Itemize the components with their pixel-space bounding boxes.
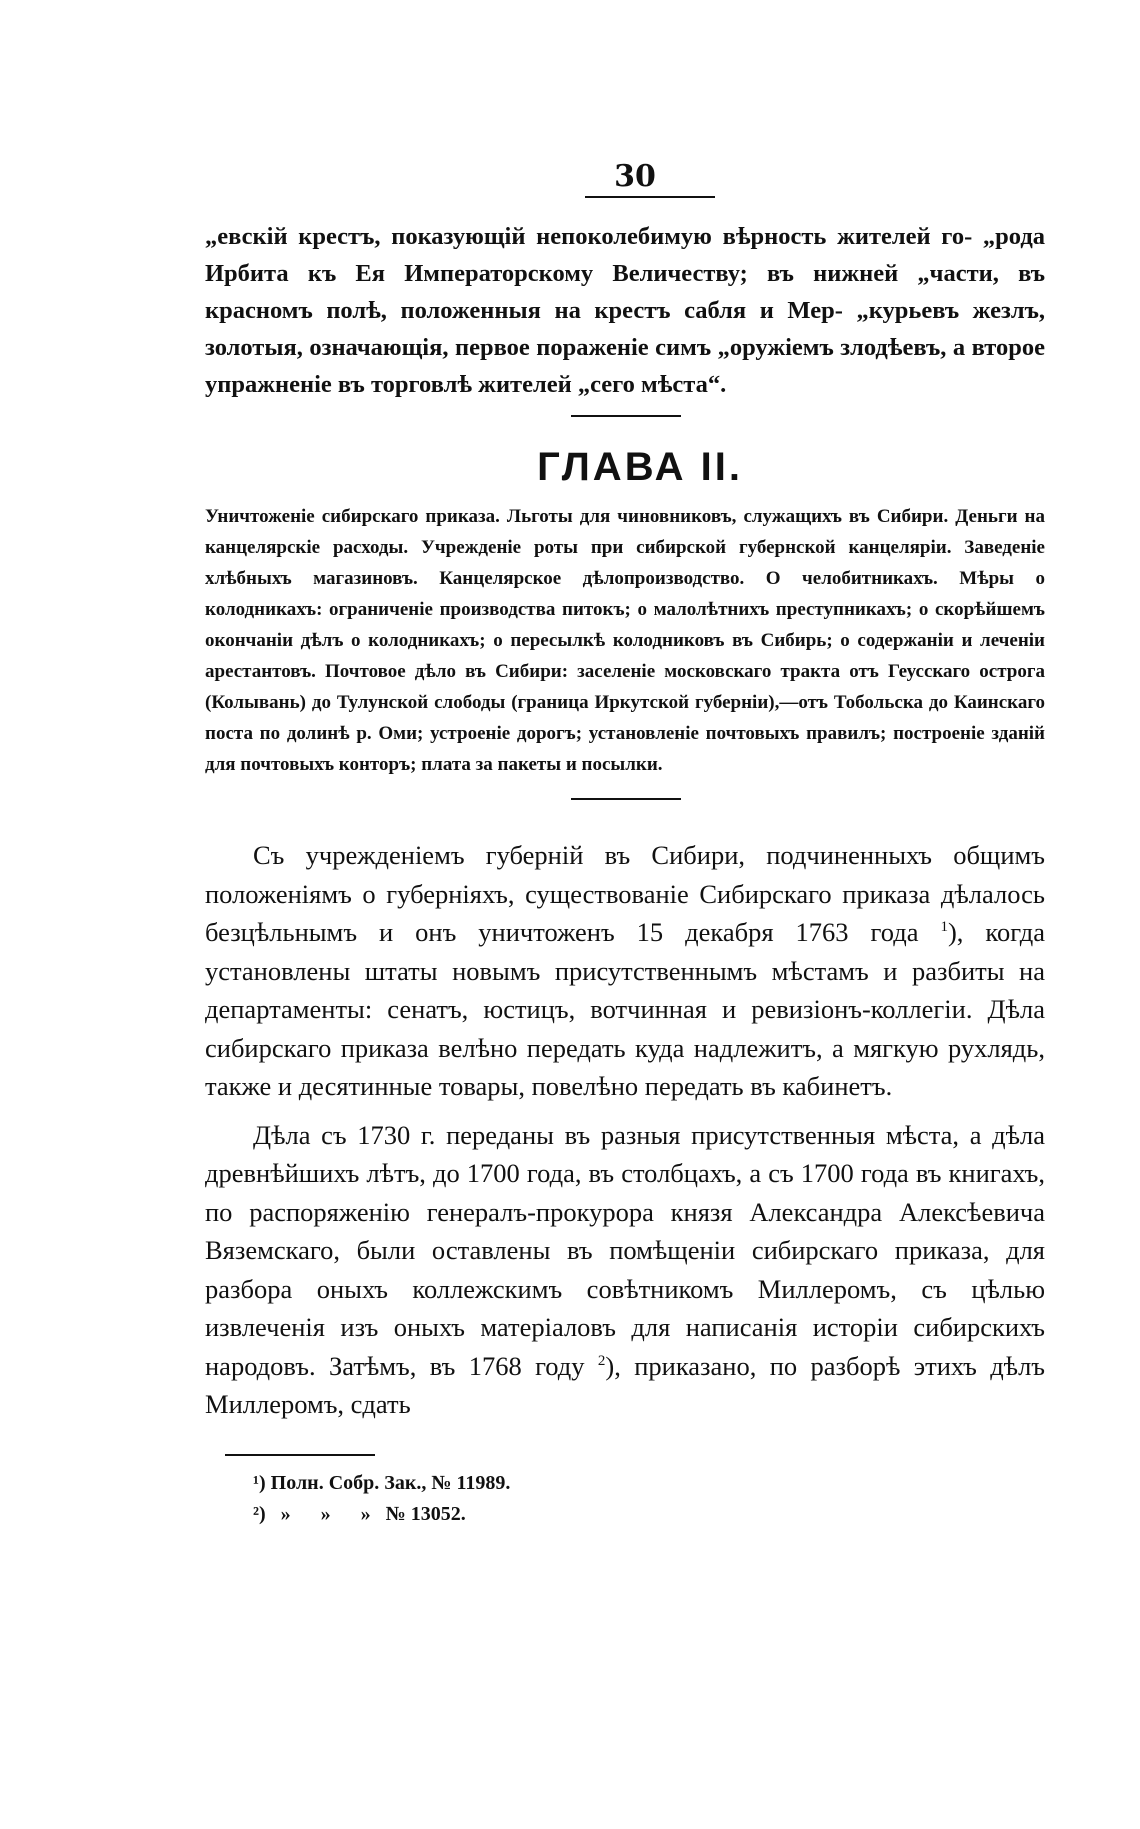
body-paragraph-1 bbox=[205, 836, 1045, 1106]
body-paragraph-2 bbox=[205, 1116, 1045, 1424]
continued-quote-paragraph: „евскій крестъ, показующій непоколебимую вѣрность жителей го- „рода Ирбита къ Ея Императорскому Величеству; въ нижней „части, въ красномъ полѣ, положенныя на крестъ сабля и Мер- „курьевъ жезлъ, золотыя, означающія, первое пораженіе симъ „оружіемъ злодѣевъ, а второе упражненіе въ торговлѣ жителей „сего мѣста“. bbox=[205, 223, 1045, 398]
body-paragraph-1-text: Съ учрежденіемъ губерній въ Сибири, подчиненныхъ общимъ положеніямъ о губерніяхъ, существованіе Сибирскаго приказа дѣлалось безцѣльнымъ и онъ уничтоженъ 15 декабря 1763 года bbox=[205, 840, 1045, 947]
page-number-underline bbox=[585, 196, 715, 198]
footnote-2: ²) » » » № 13052. bbox=[253, 1502, 466, 1525]
footnote-1: ¹) Полн. Собр. Зак., № 11989. bbox=[253, 1471, 511, 1494]
section-divider-bottom bbox=[571, 798, 681, 800]
chapter-title: ГЛАВА II. bbox=[537, 445, 743, 489]
footnote-ref-2: 2 bbox=[597, 1352, 606, 1369]
body-paragraph-2-tail: ), приказано, по разборѣ этихъ дѣлъ Миллеромъ, сдать bbox=[205, 1350, 1045, 1419]
section-divider-top bbox=[571, 415, 681, 417]
page-number: 30 bbox=[614, 159, 656, 194]
footnote-divider bbox=[225, 1454, 375, 1456]
footnote-ref-1: 1 bbox=[940, 919, 948, 936]
chapter-summary: Уничтоженіе сибирскаго приказа. Льготы для чиновниковъ, служащихъ въ Сибири. Деньги на канцелярскіе расходы. Учрежденіе роты при сибирской губернской канцеляріи. Заведеніе хлѣбныхъ магазиновъ. Канцелярское дѣлопроизводство. О челобитникахъ. Мѣры о колодникахъ: ограниченіе производства питокъ; о малолѣтнихъ преступникахъ; о скорѣйшемъ окончаніи дѣлъ о колодникахъ; о пересылкѣ колодниковъ въ Сибирь; о содержаніи и леченіи арестантовъ. Почтовое дѣло въ Сибири: заселеніе московскаго тракта отъ Геусскаго острога (Колывань) до Тулунской слободы (граница Иркутской губерніи),—отъ Тобольска до Каинскаго поста по долинѣ р. Оми; устроеніе дорогъ; установленіе почтовыхъ правилъ; построеніе зданій для почтовыхъ конторъ; плата за пакеты и посылки. bbox=[205, 506, 1045, 775]
book-page bbox=[205, 160, 1045, 1530]
body-paragraph-2-text: Дѣла съ 1730 г. переданы въ разныя присутственныя мѣста, а дѣла древнѣйшихъ лѣтъ, до 1700 года, въ столбцахъ, а съ 1700 года въ книгахъ, по распоряженію генералъ-прокурора князя Александра Алексѣевича Вяземскаго, были оставлены въ помѣщеніи сибирскаго приказа, для разбора оныхъ коллежскимъ совѣтникомъ Миллеромъ, съ цѣлью извлеченія изъ оныхъ матеріаловъ для написанія исторіи сибирскихъ народовъ. Затѣмъ, въ 1768 году bbox=[205, 1119, 1045, 1381]
body-paragraph-1-tail: ), когда установлены штаты новымъ присутственнымъ мѣстамъ и разбиты на департаменты: сенатъ, юстицъ, вотчинная и ревизіонъ-коллегіи. Дѣла сибирскаго приказа велѣно передать куда надлежитъ, а мягкую рухлядь, также и десятинные товары, повелѣно передать въ кабинетъ. bbox=[205, 917, 1045, 1101]
